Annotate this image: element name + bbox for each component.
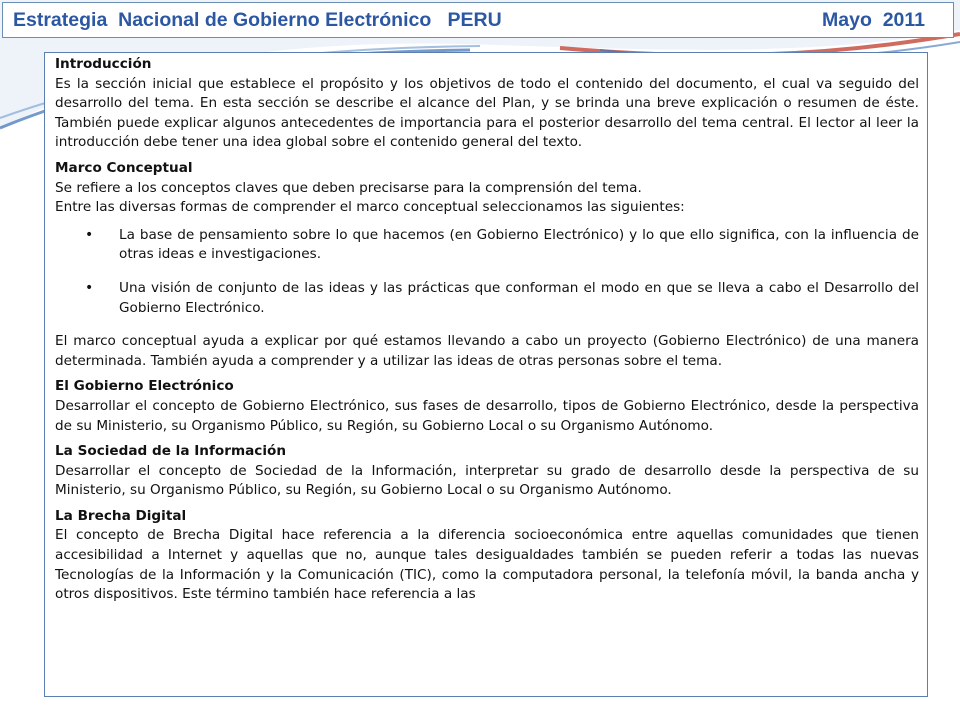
section-title: Introducción (55, 56, 152, 72)
bullet-icon: • (85, 279, 94, 296)
section-paragraph: Entre las diversas formas de comprender el marco conceptual seleccionamos las siguientes: (55, 199, 685, 216)
section-brecha-digital (55, 507, 919, 605)
section-title: La Sociedad de la Información (55, 443, 287, 460)
section-marco-conceptual (55, 159, 919, 371)
section-paragraph: Es la sección inicial que establece el propósito y los objetivos de todo el contenido del documento, el cual va seguido del desarrollo del tema. En esta sección se describe el alcance del Plan, y se brinda una breve explicación o resumen de éste. También puede explicar algunos antecedentes de importancia para el posterior desarrollo del tema central. El lector al leer la introducción debe tener una idea global sobre el contenido general del texto. (55, 75, 919, 151)
bullet-list (55, 226, 919, 318)
bullet-icon: • (85, 226, 94, 243)
section-paragraph: Desarrollar el concepto de Sociedad de la Información, interpretar su grado de desarrollo desde la perspectiva de su Ministerio, su Organismo Público, su Región, su Gobierno Local o su Organismo Autónomo. (55, 462, 919, 499)
section-paragraph: Desarrollar el concepto de Gobierno Electrónico, sus fases de desarrollo, tipos de Gobierno Electrónico, desde la perspectiva de su Ministerio, su Organismo Público, su Región, su Gobierno Local o su Organismo Autónomo. (55, 397, 919, 434)
section-title: El Gobierno Electrónico (55, 378, 234, 395)
bullet-text: Una visión de conjunto de las ideas y las prácticas que conforman el modo en que se lleva a cabo el Desarrollo del Gobierno Electrónico. (119, 279, 919, 316)
bullet-text: La base de pensamiento sobre lo que hacemos (en Gobierno Electrónico) y lo que ello significa, con la influencia de otras ideas e investigaciones. (119, 226, 919, 263)
section-paragraph: El marco conceptual ayuda a explicar por qué estamos llevando a cabo un proyecto (Gobierno Electrónico) de una manera determinada. También ayuda a comprender y a utilizar las ideas de otras personas sobre el tema. (55, 333, 919, 369)
header-bar (2, 2, 954, 38)
document-body (55, 55, 919, 611)
section-sociedad-informacion (55, 442, 919, 501)
section-introduccion (55, 55, 919, 153)
document-frame (44, 52, 928, 697)
bullet-item (55, 279, 919, 318)
section-paragraph: Se refiere a los conceptos claves que deben precisarse para la comprensión del tema. (55, 179, 642, 196)
section-gobierno-electronico (55, 377, 919, 436)
presentation-date: Mayo 2011 (822, 9, 925, 31)
section-title: Marco Conceptual (55, 159, 193, 176)
section-title: La Brecha Digital (55, 507, 187, 524)
bullet-item (55, 226, 919, 265)
section-paragraph: El concepto de Brecha Digital hace referencia a la diferencia socioeconómica entre aquellas comunidades que tienen accesibilidad a Internet y aquellas que no, aunque tales desigualdades también se pueden referir a todas las nuevas Tecnologías de la Información y la Comunicación (TIC), como la computadora personal, la telefonía móvil, la banda ancha y otros dispositivos. Este término también hace referencia a las (55, 527, 919, 603)
presentation-title: Estrategia Nacional de Gobierno Electrónico PERU (13, 9, 502, 31)
